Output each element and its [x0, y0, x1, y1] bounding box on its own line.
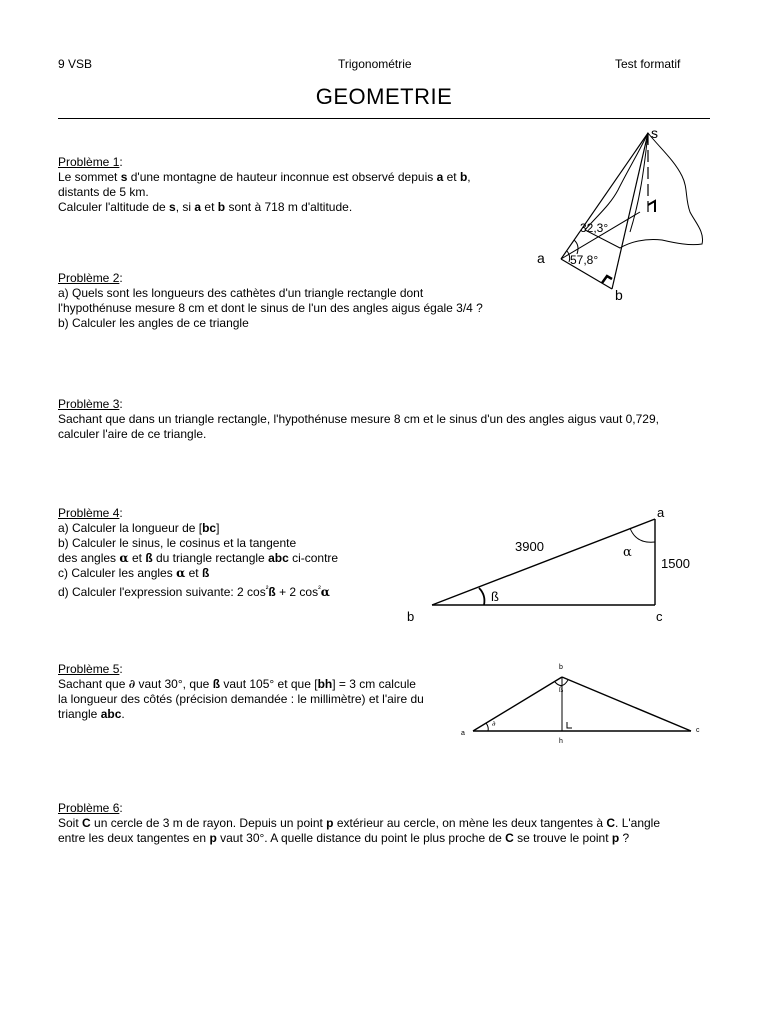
- page-title: GEOMETRIE: [315, 84, 453, 109]
- problem-1-line-3: Calculer l'altitude de s, si a et b sont à 718 m d'altitude.: [58, 200, 353, 214]
- side-b-a: [432, 519, 655, 605]
- header-test-type: Test formatif: [615, 57, 681, 71]
- problem-2-title: Problème 2: [58, 271, 120, 285]
- fig1-label-b: b: [615, 287, 623, 303]
- fig1-label-s: s: [651, 125, 658, 141]
- fig5-delta: ∂: [492, 720, 496, 728]
- figure-right-triangle: [432, 519, 655, 605]
- header-class: 9 VSB: [58, 57, 93, 71]
- problem-3-title: Problème 3: [58, 397, 120, 411]
- fig5-label-b: b: [559, 664, 563, 671]
- problem-4-line-4: c) Calculer les angles α et ß: [58, 566, 210, 580]
- problem-5-line-3: triangle abc.: [58, 707, 125, 721]
- problem-1: Problème 1: Le sommet s d'une montagne de hauteur inconnue est observé depuis a et b, distants de 5 km. Calculer l'altitude de s, si a et b sont à 718 m d'altitude.: [58, 155, 471, 214]
- fig4-side-ac-length: 1500: [661, 556, 690, 571]
- fig4-alpha: α: [623, 545, 632, 560]
- height-right-angle: [648, 201, 655, 212]
- problem-4-title: Problème 4: [58, 506, 120, 520]
- problem-1-title: Problème 1: [58, 155, 120, 169]
- problem-2-line-2: l'hypothénuse mesure 8 cm et dont le sinus de l'un des angles aigus égale 3/4 ?: [58, 301, 483, 315]
- fig5-label-h: h: [559, 738, 563, 745]
- problem-4-line-3: des angles α et ß du triangle rectangle abc ci-contre: [58, 551, 339, 565]
- problem-6-title: Problème 6: [58, 801, 120, 815]
- right-angle-h: [567, 722, 572, 728]
- problem-3-line-1: Sachant que dans un triangle rectangle, l'hypothénuse mesure 8 cm et le sinus d'un des angles aigus vaut 0,729,: [58, 412, 659, 426]
- problem-3-line-2: calculer l'aire de ce triangle.: [58, 427, 207, 441]
- problem-4-line-5: d) Calculer l'expression suivante: 2 $\cos^{^2}ß + 2$ $\cos^{^2}\alpha$: [58, 584, 331, 599]
- fig5-label-c: c: [696, 727, 700, 734]
- problem-5: Problème 5: Sachant que ∂ vaut 30°, que ß vaut 105° et que [bh] = 3 cm calcule la longueur des côtés (précision demandée : le millimètre) et l'aire du triangle abc.: [58, 662, 424, 721]
- problem-4: Problème 4: a) Calculer la longueur de [bc] b) Calculer le sinus, le cosinus et la tangente des angles α et ß du triangle rectangle abc ci-contre c) Calculer les angles α et ß d) Calculer l'expression suivante: 2 $\cos^{^2}ß + 2$ $\cos^{^2}\alpha$: [58, 506, 339, 599]
- problem-2-line-1: a) Quels sont les longueurs des cathètes d'un triangle rectangle dont: [58, 286, 424, 300]
- fig5-beta: ß: [559, 687, 564, 694]
- fig4-beta: ß: [491, 589, 499, 604]
- header-subject: Trigonométrie: [338, 57, 412, 71]
- angle-arc-beta: [479, 588, 484, 605]
- angle-arc-delta: [486, 723, 488, 731]
- mountain-ridge: [630, 133, 648, 232]
- figure-obtuse-triangle: [473, 677, 691, 731]
- right-angle-b: [602, 276, 612, 283]
- problem-5-line-2: la longueur des côtés (précision demandée : le millimètre) et l'aire du: [58, 692, 424, 706]
- problem-2: Problème 2: a) Quels sont les longueurs des cathètes d'un triangle rectangle dont l'hypothénuse mesure 8 cm et dont le sinus de l'un des angles aigus égale 3/4 ? b) Calculer les angles de ce triangle: [58, 271, 483, 330]
- fig4-label-a: a: [657, 505, 665, 520]
- problem-1-line-1: Le sommet s d'une montagne de hauteur inconnue est observé depuis a et b,: [58, 170, 471, 184]
- problem-6-line-2: entre les deux tangentes en p vaut 30°. A quelle distance du point le plus proche de C se trouve le point p ?: [58, 831, 630, 845]
- problem-5-title: Problème 5: [58, 662, 120, 676]
- problem-2-line-3: b) Calculer les angles de ce triangle: [58, 316, 249, 330]
- fig5-label-a: a: [461, 730, 465, 737]
- fig4-label-b: b: [407, 609, 415, 624]
- angle-arc-sab: [574, 240, 578, 254]
- problem-1-line-2: distants de 5 km.: [58, 185, 149, 199]
- fig1-label-a: a: [537, 250, 545, 266]
- problem-4-line-2: b) Calculer le sinus, le cosinus et la tangente: [58, 536, 297, 550]
- line-a-base: [561, 212, 640, 259]
- angle-arc-alpha: [630, 528, 655, 542]
- fig4-label-c: c: [656, 609, 663, 624]
- fig4-hyp-length: 3900: [515, 539, 544, 554]
- side-b-c: [562, 677, 691, 731]
- fig1-angle-sab: 32,3°: [580, 221, 609, 235]
- problem-4-line-1: a) Calculer la longueur de [bc]: [58, 521, 220, 535]
- fig1-angle-bas: 57,8°: [570, 253, 599, 267]
- problem-3: Problème 3: Sachant que dans un triangle rectangle, l'hypothénuse mesure 8 cm et le sinus d'un des angles aigus vaut 0,729, calculer l'aire de ce triangle.: [58, 397, 659, 441]
- problem-6: Problème 6: Soit C un cercle de 3 m de rayon. Depuis un point p extérieur au cercle, on mène les deux tangentes à C. L'angle entre les deux tangentes en p vaut 30°. A quelle distance du point le plus proche de C se trouve le point p ?: [58, 801, 661, 845]
- problem-6-line-1: Soit C un cercle de 3 m de rayon. Depuis un point p extérieur au cercle, on mène les deux tangentes à C. L'angle: [58, 816, 661, 830]
- line-b-s: [612, 133, 648, 289]
- problem-5-line-1: Sachant que ∂ vaut 30°, que ß vaut 105° et que [bh] = 3 cm calcule: [58, 677, 416, 691]
